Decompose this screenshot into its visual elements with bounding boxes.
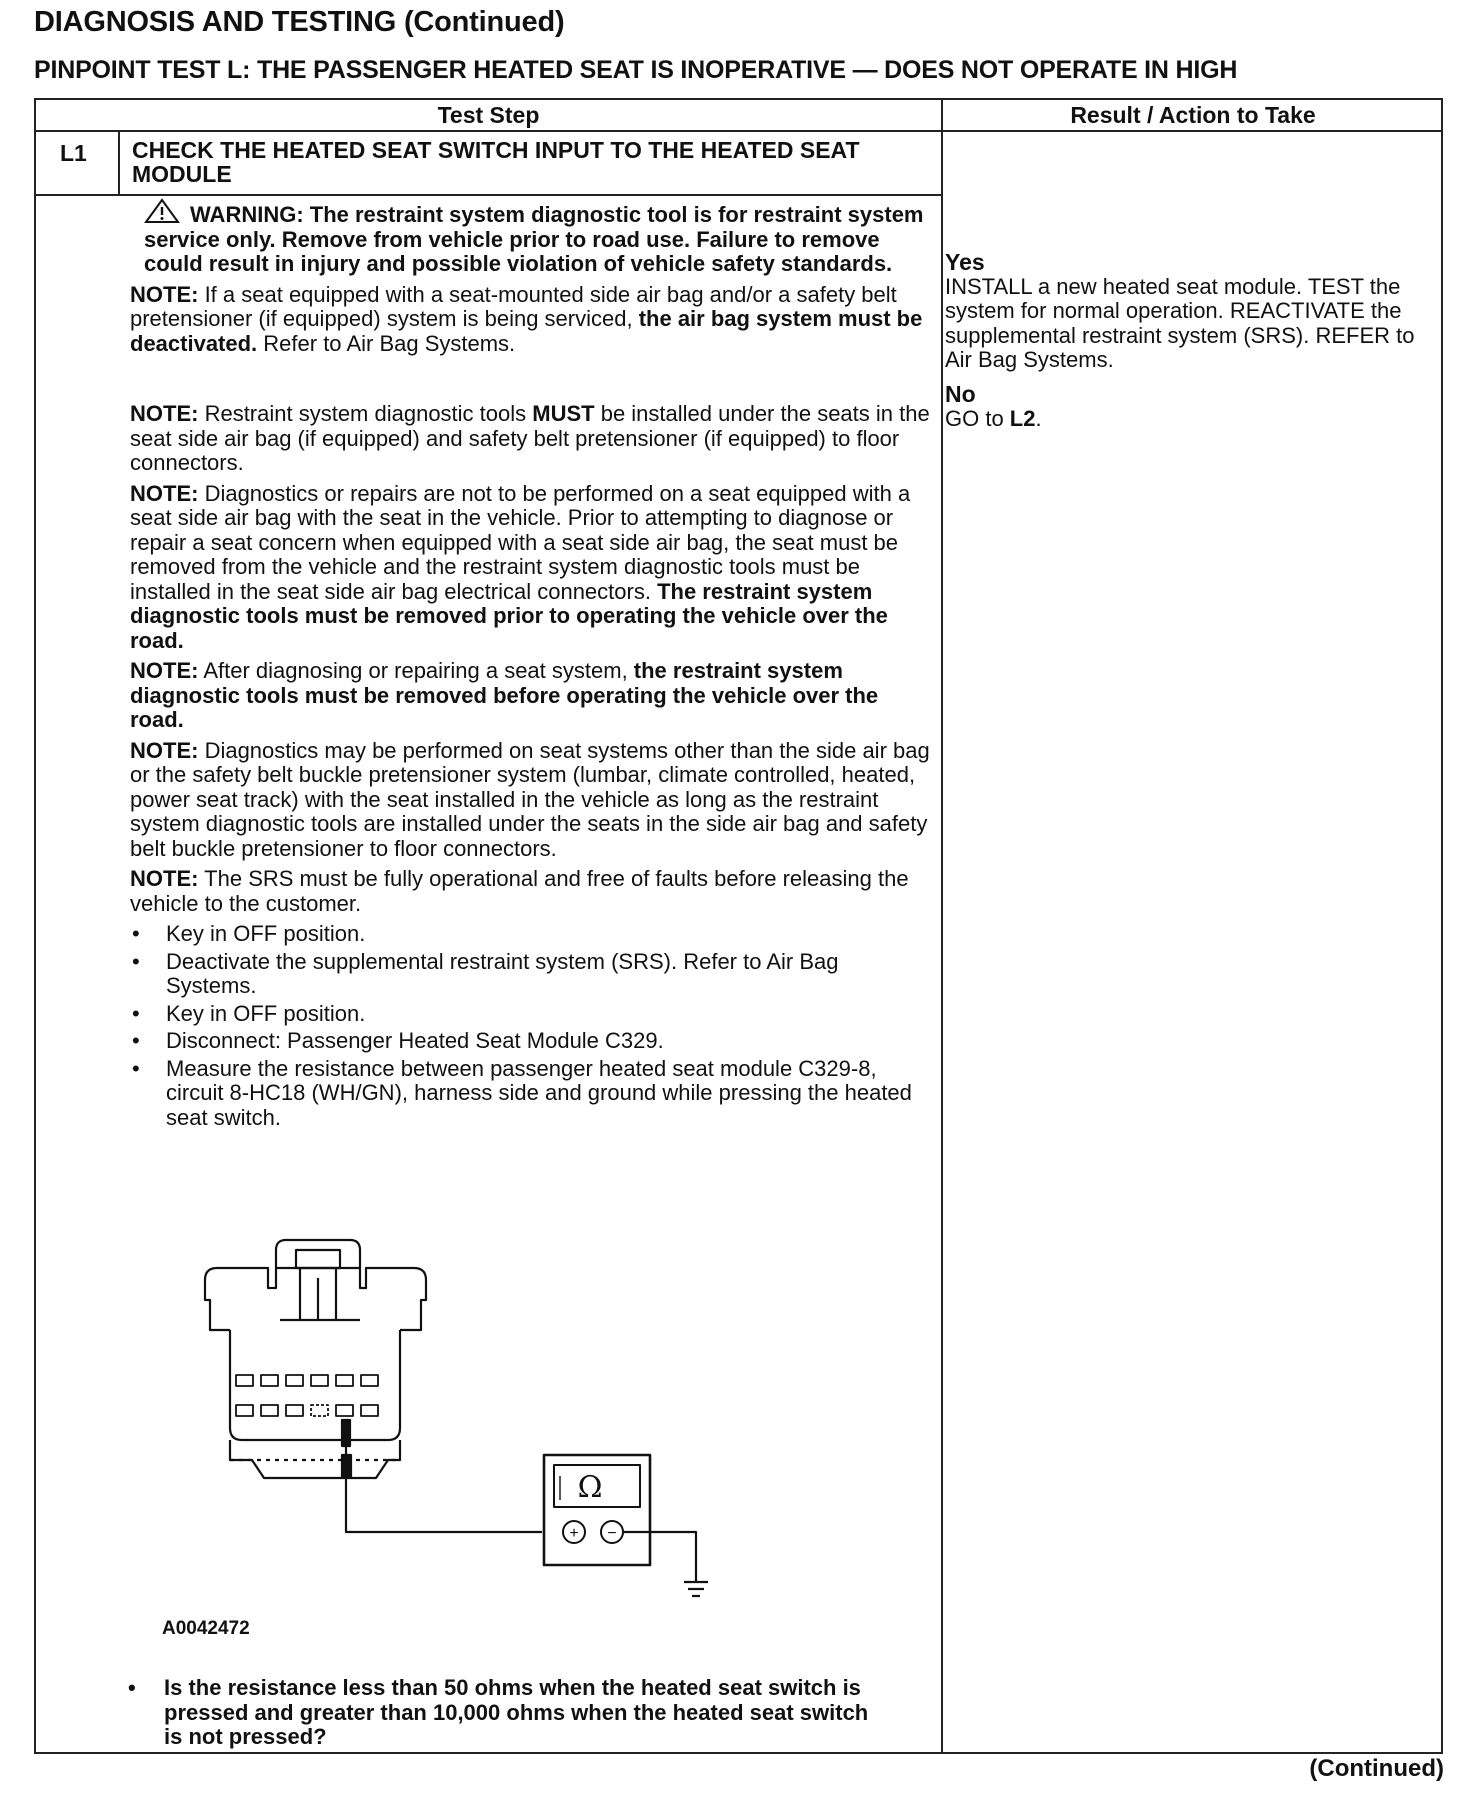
figure-id: A0042472 [162, 1618, 250, 1639]
step-id-divider [118, 130, 120, 194]
note-text: Refer to Air Bag Systems. [257, 330, 516, 356]
page-title: DIAGNOSIS AND TESTING (Continued) [34, 6, 565, 38]
procedure-list [130, 922, 930, 1130]
pinpoint-test-title: PINPOINT TEST L: THE PASSENGER HEATED SEAT IS INOPERATIVE — DOES NOT OPERATE IN HIGH [34, 56, 1238, 84]
header-test-step: Test Step [437, 102, 540, 128]
ohm-symbol: Ω [577, 1470, 603, 1505]
note-paragraph [130, 659, 930, 733]
meter-minus-terminal: − [607, 1525, 617, 1542]
connector-ohmmeter-diagram [160, 1210, 720, 1640]
result-no [945, 382, 1445, 431]
connector-c329 [205, 1240, 426, 1478]
note-text: Diagnostics may be performed on seat systems other than the side air bag or the safety belt buckle pretensioner system (lumbar, climate controlled, heated, power seat track) with the seat installed in the vehicle as long as the restraint system diagnostic tools are installed under the seats in the side air bag and safety belt buckle pretensioner to floor connectors. [130, 737, 930, 861]
result-no-label: No [945, 381, 976, 407]
note-label: NOTE: [130, 281, 199, 307]
list-item: • Deactivate the supplemental restraint system (SRS). Refer to Air Bag Systems. [130, 950, 930, 999]
note-paragraph [130, 402, 930, 476]
continued-label: (Continued) [1309, 1755, 1444, 1782]
result-no-target-link: L2 [1009, 405, 1036, 431]
result-no-text [945, 407, 1445, 432]
note-text: Restraint system diagnostic tools [198, 401, 533, 426]
warning-paragraph [130, 198, 930, 277]
step-title: CHECK THE HEATED SEAT SWITCH INPUT TO THE HEATED SEAT MODULE [132, 137, 860, 187]
note-label: NOTE: [130, 401, 199, 426]
note-paragraph [130, 482, 930, 654]
warning-text: WARNING: The restraint system diagnostic tool is for restraint system service only. Remove from vehicle prior to road use. Failure to remove could result in injury and possible violation of vehicle safety standards. [144, 202, 924, 276]
list-item: • Measure the resistance between passenger heated seat module C329-8, circuit 8-HC18 (WH/GN), harness side and ground while pressing the heated seat switch. [130, 1057, 930, 1131]
note-paragraph [130, 739, 930, 862]
result-no-prefix: GO to [945, 405, 1010, 431]
list-item: • Key in OFF position. [130, 1002, 930, 1027]
step-body [130, 198, 930, 1133]
note-label: NOTE: [130, 658, 199, 683]
note-text: If a seat equipped with a seat-mounted side air bag and/or a safety belt pretensioner (if equipped) system is being serviced, [130, 281, 897, 331]
note-label: NOTE: [130, 737, 199, 763]
note-bold-text: MUST [532, 401, 595, 426]
note-bold-text: the restraint system diagnostic tools must be removed before operating the vehicle over the road. [130, 658, 879, 732]
note-bold-text: the air bag system must be deactivated. [130, 306, 923, 356]
list-item: • Disconnect: Passenger Heated Seat Module C329. [130, 1029, 930, 1054]
note-text: The SRS must be fully operational and free of faults before releasing the vehicle to the customer. [130, 866, 909, 916]
note-bold-text: The restraint system diagnostic tools must be removed prior to operating the vehicle over the road. [130, 578, 888, 653]
header-result-action: Result / Action to Take [1070, 102, 1316, 128]
result-yes [945, 250, 1445, 373]
list-item: • Key in OFF position. [130, 922, 930, 947]
test-probe [342, 1420, 542, 1532]
ohmmeter [544, 1455, 650, 1565]
note-paragraph [130, 283, 930, 357]
result-yes-label: Yes [945, 249, 985, 275]
test-question-text: • Is the resistance less than 50 ohms when the heated seat switch is pressed and greater than 10,000 ohms when the heated seat switch is not pressed? [164, 1675, 869, 1749]
meter-plus-terminal: + [569, 1525, 579, 1542]
note-text: After diagnosing or repairing a seat system, [198, 658, 634, 683]
step-id: L1 [60, 140, 87, 166]
step-title-divider [36, 194, 941, 196]
note-text: Diagnostics or repairs are not to be performed on a seat equipped with a seat side air bag with the seat in the vehicle. Prior to attempting to diagnose or repair a seat concern when equipped with a seat side air bag, the seat must be removed from the vehicle and the restraint system diagnostic tools must be installed in the seat side air bag electrical connectors. [130, 480, 911, 604]
note-text: be installed under the seats in the seat side air bag (if equipped) and safety belt pretensioner (if equipped) to floor connectors. [130, 401, 930, 475]
result-yes-text: INSTALL a new heated seat module. TEST the system for normal operation. REACTIVATE the supplemental restraint system (SRS). REFER to Air Bag Systems. [945, 273, 1415, 372]
result-no-suffix: . [1035, 405, 1042, 431]
warning-triangle-icon [144, 198, 180, 224]
note-label: NOTE: [130, 866, 199, 891]
header-divider [36, 130, 1441, 132]
test-question [128, 1676, 888, 1750]
note-label: NOTE: [130, 480, 199, 506]
column-divider [941, 100, 943, 1752]
note-paragraph [130, 867, 930, 916]
